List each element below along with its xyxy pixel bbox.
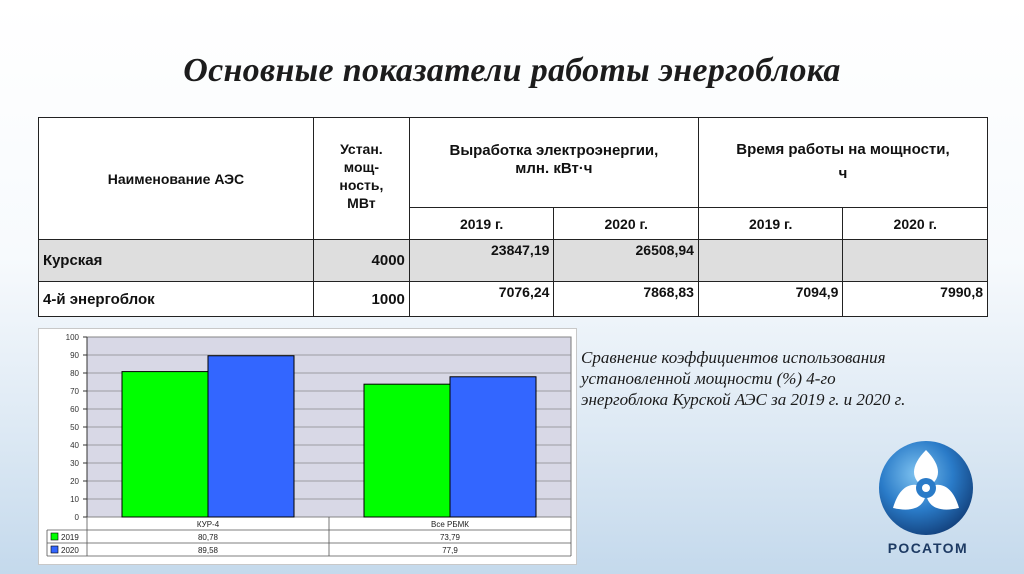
bar-2020-0 [208, 356, 294, 517]
header-capacity-line: ность, [339, 177, 384, 193]
header-name: Наименование АЭС [39, 118, 314, 240]
cell-name: Курская [39, 240, 314, 282]
y-tick-label: 70 [70, 387, 79, 396]
cell-hours-2020: 7990,8 [843, 282, 988, 317]
cell-gen-2019: 7076,24 [409, 282, 554, 317]
y-tick-label: 0 [74, 513, 79, 522]
y-tick-label: 90 [70, 351, 79, 360]
data-table-value: 89,58 [197, 546, 219, 555]
header-year: 2019 г. [409, 208, 554, 240]
y-tick-label: 30 [70, 459, 79, 468]
header-hours [698, 118, 987, 208]
bar-2019-1 [364, 384, 450, 517]
table-row [39, 240, 988, 282]
y-tick-label: 60 [70, 405, 79, 414]
caption-line: энергоблока Курской АЭС за 2019 г. и 2020 г. [581, 390, 906, 409]
legend-swatch-2020 [51, 546, 58, 553]
cell-gen-2020: 26508,94 [554, 240, 699, 282]
header-hours-line: Время работы на мощности, [736, 141, 950, 158]
legend-label: 2020 [61, 546, 79, 555]
header-generation [409, 118, 698, 208]
page-title: Основные показатели работы энергоблока [183, 52, 841, 89]
legend-swatch-2019 [51, 533, 58, 540]
category-label: КУР-4 [196, 520, 220, 529]
header-capacity-line: МВт [347, 195, 376, 211]
data-table-value: 73,79 [439, 533, 461, 542]
y-tick-label: 20 [70, 477, 79, 486]
header-year: 2020 г. [843, 208, 988, 240]
cell-gen-2019: 23847,19 [409, 240, 554, 282]
caption-line: Сравнение коэффициентов использования [581, 348, 886, 367]
chart-caption [581, 347, 991, 410]
table-row [39, 282, 988, 317]
data-table-value: 80,78 [197, 533, 219, 542]
bar-2020-1 [450, 377, 536, 517]
header-hours-line: ч [838, 165, 848, 182]
legend-label: 2019 [61, 533, 79, 542]
header-generation-line: Выработка электроэнергии, [449, 142, 659, 159]
y-tick-label: 50 [70, 423, 79, 432]
header-capacity-line: мощ- [343, 159, 379, 175]
y-tick-label: 80 [70, 369, 79, 378]
performance-table [38, 117, 988, 317]
cell-capacity: 1000 [313, 282, 409, 317]
header-capacity [313, 118, 409, 240]
header-capacity-line: Устан. [340, 141, 383, 157]
header-year: 2019 г. [698, 208, 843, 240]
caption-line: установленной мощности (%) 4-го [581, 369, 836, 388]
y-tick-label: 40 [70, 441, 79, 450]
header-generation-line: млн. кВт·ч [515, 160, 593, 177]
cell-gen-2020: 7868,83 [554, 282, 699, 317]
category-label: Все РБМК [431, 520, 469, 529]
kium-chart [38, 328, 577, 565]
cell-capacity: 4000 [313, 240, 409, 282]
y-tick-label: 10 [70, 495, 79, 504]
header-year: 2020 г. [554, 208, 699, 240]
cell-hours-2019: 7094,9 [698, 282, 843, 317]
chart-canvas [39, 329, 576, 564]
rosatom-logo-icon [876, 438, 976, 538]
cell-name: 4-й энергоблок [39, 282, 314, 317]
cell-hours-2019 [698, 240, 843, 282]
data-table-value: 77,9 [442, 546, 458, 555]
cell-hours-2020 [843, 240, 988, 282]
rosatom-logo-text: РОСАТОМ [887, 540, 969, 556]
bar-2019-0 [122, 372, 208, 517]
y-tick-label: 100 [65, 333, 79, 342]
